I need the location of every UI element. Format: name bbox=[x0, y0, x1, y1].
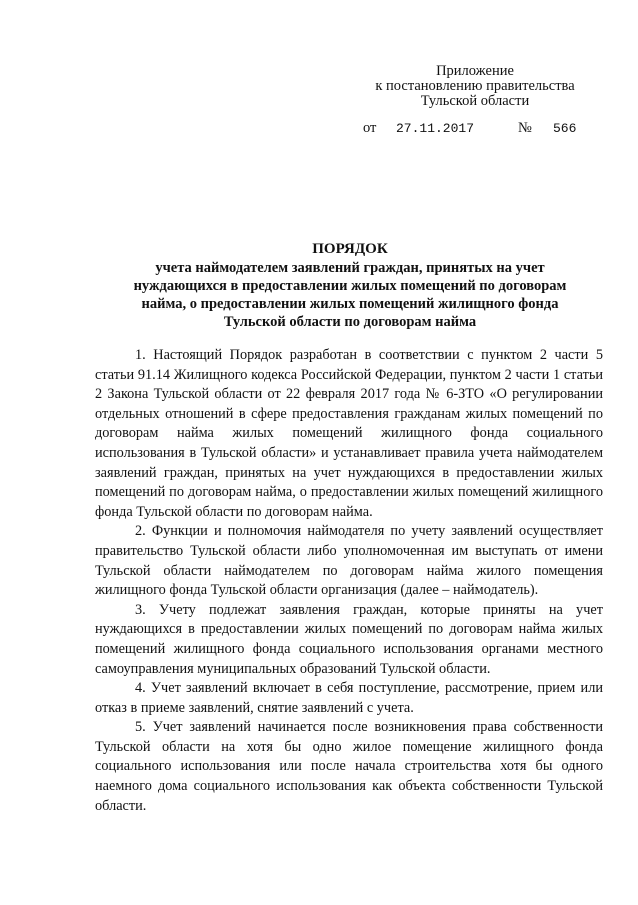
paragraph-2: 2. Функции и полномочия наймодателя по учету заявлений осуществляет правительство Тульской области либо уполномоченная им выступать от имени Тульской области наймодателем по договорам найма жилого помещения жилищного фонда Тульской области организация (далее – наймодатель). bbox=[95, 523, 603, 599]
title-subtitle-line-2: нуждающихся в предоставлении жилых помещений по договорам bbox=[133, 278, 567, 294]
title-subtitle-line-4: Тульской области по договорам найма bbox=[223, 314, 477, 330]
paragraph-4: 4. Учет заявлений включает в себя поступление, рассмотрение, прием или отказ в приеме заявлений, снятие заявлений с учета. bbox=[95, 680, 603, 716]
number-sign: № bbox=[518, 120, 532, 136]
from-label: от bbox=[363, 120, 377, 136]
appendix-header bbox=[360, 64, 590, 109]
appendix-line-1: Приложение bbox=[436, 63, 514, 79]
title-subtitle-line-3: найма, о предоставлении жилых помещений жилищного фонда bbox=[141, 296, 559, 312]
document-title bbox=[60, 240, 638, 331]
title-main: ПОРЯДОК bbox=[312, 241, 388, 257]
appendix-line-3: Тульской области bbox=[420, 93, 530, 109]
resolution-date: 27.11.2017 bbox=[396, 121, 475, 136]
paragraph-1: 1. Настоящий Порядок разработан в соответствии с пунктом 2 части 5 статьи 91.14 Жилищного кодекса Российской Федерации, пунктом 2 части 1 статьи 2 Закона Тульской области от 22 февраля 2017 года № 6-ЗТО «О регулировании отдельных отношений в сфере предоставления гражданам жилых помещений по договорам найма жилых помещений жилищного фонда социального использования в Тульской области» и устанавливает правила учета наймодателем заявлений граждан, принятых на учет нуждающихся в предоставлении жилых помещений по договорам найма, о предоставлении жилых помещений жилищного фонда Тульской области по договорам найма. bbox=[95, 347, 603, 520]
document-body bbox=[95, 346, 603, 816]
resolution-number: 566 bbox=[553, 121, 577, 136]
paragraph-5: 5. Учет заявлений начинается после возникновения права собственности Тульской области на хотя бы одно жилое помещение жилищного фонда социального использования или после начала строительства хотя бы одного наемного дома социального использования как объекта собственности Тульской области. bbox=[95, 719, 603, 814]
appendix-line-2: к постановлению правительства bbox=[375, 78, 575, 94]
title-subtitle-line-1: учета наймодателем заявлений граждан, принятых на учет bbox=[155, 260, 545, 276]
paragraph-3: 3. Учету подлежат заявления граждан, которые приняты на учет нуждающихся в предоставлении жилых помещений по договорам найма жилых помещений жилищного фонда социального использования органами местного самоуправления муниципальных образований Тульской области. bbox=[95, 601, 603, 677]
